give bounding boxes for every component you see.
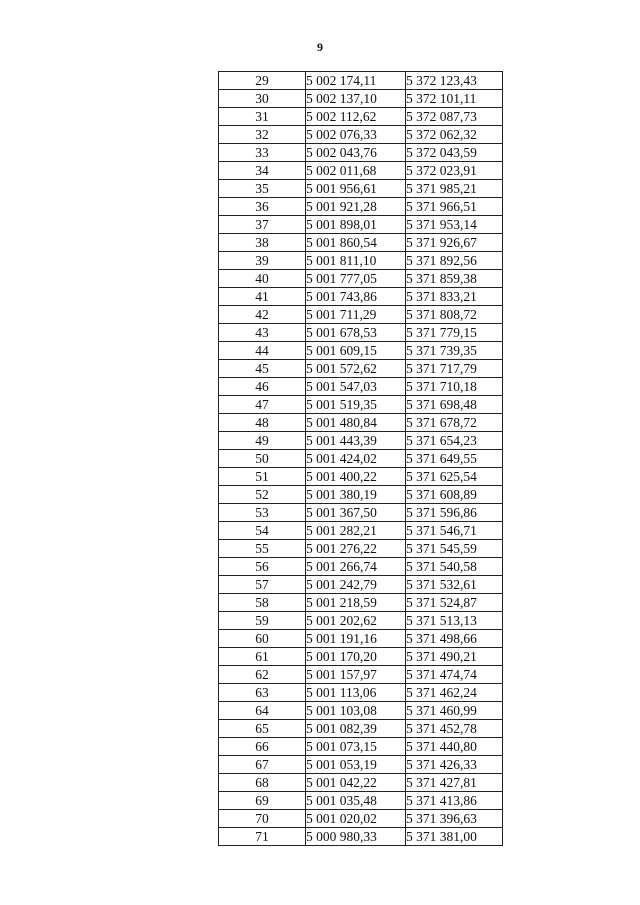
- point-number-cell: 35: [219, 180, 306, 198]
- x-coordinate-cell: 5 002 076,33: [306, 126, 406, 144]
- table-row: [219, 396, 503, 414]
- table-row: [219, 648, 503, 666]
- x-coordinate-cell: 5 001 202,62: [306, 612, 406, 630]
- y-coordinate-cell: 5 371 926,67: [406, 234, 503, 252]
- y-coordinate-cell: 5 371 452,78: [406, 720, 503, 738]
- table-row: [219, 360, 503, 378]
- point-number-cell: 40: [219, 270, 306, 288]
- x-coordinate-cell: 5 001 921,28: [306, 198, 406, 216]
- x-coordinate-cell: 5 001 711,29: [306, 306, 406, 324]
- table-row: [219, 594, 503, 612]
- y-coordinate-cell: 5 371 546,71: [406, 522, 503, 540]
- x-coordinate-cell: 5 001 678,53: [306, 324, 406, 342]
- x-coordinate-cell: 5 001 777,05: [306, 270, 406, 288]
- x-coordinate-cell: 5 001 811,10: [306, 252, 406, 270]
- table-row: [219, 90, 503, 108]
- coordinates-table: [218, 71, 503, 846]
- x-coordinate-cell: 5 001 898,01: [306, 216, 406, 234]
- x-coordinate-cell: 5 001 157,97: [306, 666, 406, 684]
- point-number-cell: 31: [219, 108, 306, 126]
- table-row: [219, 486, 503, 504]
- y-coordinate-cell: 5 371 413,86: [406, 792, 503, 810]
- y-coordinate-cell: 5 371 953,14: [406, 216, 503, 234]
- x-coordinate-cell: 5 001 367,50: [306, 504, 406, 522]
- y-coordinate-cell: 5 371 498,66: [406, 630, 503, 648]
- x-coordinate-cell: 5 001 113,06: [306, 684, 406, 702]
- table-row: [219, 378, 503, 396]
- point-number-cell: 38: [219, 234, 306, 252]
- table-row: [219, 216, 503, 234]
- point-number-cell: 64: [219, 702, 306, 720]
- point-number-cell: 67: [219, 756, 306, 774]
- x-coordinate-cell: 5 001 266,74: [306, 558, 406, 576]
- y-coordinate-cell: 5 372 123,43: [406, 72, 503, 90]
- table-row: [219, 684, 503, 702]
- table-row: [219, 702, 503, 720]
- point-number-cell: 49: [219, 432, 306, 450]
- y-coordinate-cell: 5 371 474,74: [406, 666, 503, 684]
- x-coordinate-cell: 5 001 547,03: [306, 378, 406, 396]
- point-number-cell: 54: [219, 522, 306, 540]
- table-row: [219, 576, 503, 594]
- point-number-cell: 39: [219, 252, 306, 270]
- table-row: [219, 756, 503, 774]
- point-number-cell: 30: [219, 90, 306, 108]
- table-row: [219, 414, 503, 432]
- table-row: [219, 468, 503, 486]
- point-number-cell: 62: [219, 666, 306, 684]
- table-row: [219, 666, 503, 684]
- y-coordinate-cell: 5 371 985,21: [406, 180, 503, 198]
- point-number-cell: 29: [219, 72, 306, 90]
- x-coordinate-cell: 5 001 053,19: [306, 756, 406, 774]
- y-coordinate-cell: 5 371 678,72: [406, 414, 503, 432]
- point-number-cell: 57: [219, 576, 306, 594]
- y-coordinate-cell: 5 371 779,15: [406, 324, 503, 342]
- x-coordinate-cell: 5 001 042,22: [306, 774, 406, 792]
- table-row: [219, 126, 503, 144]
- y-coordinate-cell: 5 371 462,24: [406, 684, 503, 702]
- x-coordinate-cell: 5 001 073,15: [306, 738, 406, 756]
- y-coordinate-cell: 5 371 540,58: [406, 558, 503, 576]
- point-number-cell: 52: [219, 486, 306, 504]
- point-number-cell: 46: [219, 378, 306, 396]
- y-coordinate-cell: 5 372 023,91: [406, 162, 503, 180]
- x-coordinate-cell: 5 002 043,76: [306, 144, 406, 162]
- y-coordinate-cell: 5 371 490,21: [406, 648, 503, 666]
- table-row: [219, 810, 503, 828]
- point-number-cell: 42: [219, 306, 306, 324]
- x-coordinate-cell: 5 001 400,22: [306, 468, 406, 486]
- table-row: [219, 288, 503, 306]
- point-number-cell: 56: [219, 558, 306, 576]
- y-coordinate-cell: 5 372 087,73: [406, 108, 503, 126]
- y-coordinate-cell: 5 371 396,63: [406, 810, 503, 828]
- point-number-cell: 68: [219, 774, 306, 792]
- table-row: [219, 162, 503, 180]
- y-coordinate-cell: 5 371 381,00: [406, 828, 503, 846]
- y-coordinate-cell: 5 371 892,56: [406, 252, 503, 270]
- y-coordinate-cell: 5 371 833,21: [406, 288, 503, 306]
- y-coordinate-cell: 5 371 532,61: [406, 576, 503, 594]
- x-coordinate-cell: 5 001 572,62: [306, 360, 406, 378]
- x-coordinate-cell: 5 001 480,84: [306, 414, 406, 432]
- x-coordinate-cell: 5 001 860,54: [306, 234, 406, 252]
- coordinates-table-body: [219, 72, 503, 846]
- point-number-cell: 58: [219, 594, 306, 612]
- point-number-cell: 32: [219, 126, 306, 144]
- x-coordinate-cell: 5 001 242,79: [306, 576, 406, 594]
- point-number-cell: 50: [219, 450, 306, 468]
- table-row: [219, 720, 503, 738]
- table-row: [219, 774, 503, 792]
- table-row: [219, 612, 503, 630]
- point-number-cell: 47: [219, 396, 306, 414]
- table-row: [219, 144, 503, 162]
- table-row: [219, 504, 503, 522]
- point-number-cell: 44: [219, 342, 306, 360]
- y-coordinate-cell: 5 371 717,79: [406, 360, 503, 378]
- table-row: [219, 540, 503, 558]
- y-coordinate-cell: 5 372 101,11: [406, 90, 503, 108]
- y-coordinate-cell: 5 371 440,80: [406, 738, 503, 756]
- y-coordinate-cell: 5 371 739,35: [406, 342, 503, 360]
- table-row: [219, 324, 503, 342]
- y-coordinate-cell: 5 371 426,33: [406, 756, 503, 774]
- x-coordinate-cell: 5 002 174,11: [306, 72, 406, 90]
- x-coordinate-cell: 5 001 082,39: [306, 720, 406, 738]
- point-number-cell: 65: [219, 720, 306, 738]
- y-coordinate-cell: 5 371 596,86: [406, 504, 503, 522]
- x-coordinate-cell: 5 001 276,22: [306, 540, 406, 558]
- y-coordinate-cell: 5 371 966,51: [406, 198, 503, 216]
- point-number-cell: 55: [219, 540, 306, 558]
- point-number-cell: 34: [219, 162, 306, 180]
- y-coordinate-cell: 5 371 460,99: [406, 702, 503, 720]
- x-coordinate-cell: 5 001 170,20: [306, 648, 406, 666]
- x-coordinate-cell: 5 001 020,02: [306, 810, 406, 828]
- point-number-cell: 45: [219, 360, 306, 378]
- table-row: [219, 234, 503, 252]
- point-number-cell: 33: [219, 144, 306, 162]
- point-number-cell: 41: [219, 288, 306, 306]
- table-row: [219, 306, 503, 324]
- point-number-cell: 36: [219, 198, 306, 216]
- point-number-cell: 70: [219, 810, 306, 828]
- x-coordinate-cell: 5 001 282,21: [306, 522, 406, 540]
- table-row: [219, 252, 503, 270]
- table-row: [219, 792, 503, 810]
- table-row: [219, 828, 503, 846]
- y-coordinate-cell: 5 372 043,59: [406, 144, 503, 162]
- table-row: [219, 432, 503, 450]
- y-coordinate-cell: 5 371 654,23: [406, 432, 503, 450]
- table-row: [219, 522, 503, 540]
- y-coordinate-cell: 5 371 710,18: [406, 378, 503, 396]
- y-coordinate-cell: 5 371 513,13: [406, 612, 503, 630]
- point-number-cell: 60: [219, 630, 306, 648]
- y-coordinate-cell: 5 371 545,59: [406, 540, 503, 558]
- x-coordinate-cell: 5 001 103,08: [306, 702, 406, 720]
- point-number-cell: 48: [219, 414, 306, 432]
- x-coordinate-cell: 5 001 956,61: [306, 180, 406, 198]
- y-coordinate-cell: 5 371 524,87: [406, 594, 503, 612]
- y-coordinate-cell: 5 371 649,55: [406, 450, 503, 468]
- x-coordinate-cell: 5 001 191,16: [306, 630, 406, 648]
- x-coordinate-cell: 5 001 443,39: [306, 432, 406, 450]
- point-number-cell: 37: [219, 216, 306, 234]
- point-number-cell: 59: [219, 612, 306, 630]
- table-row: [219, 108, 503, 126]
- table-row: [219, 72, 503, 90]
- point-number-cell: 69: [219, 792, 306, 810]
- x-coordinate-cell: 5 001 035,48: [306, 792, 406, 810]
- table-row: [219, 198, 503, 216]
- x-coordinate-cell: 5 002 137,10: [306, 90, 406, 108]
- point-number-cell: 43: [219, 324, 306, 342]
- point-number-cell: 71: [219, 828, 306, 846]
- y-coordinate-cell: 5 372 062,32: [406, 126, 503, 144]
- table-row: [219, 738, 503, 756]
- x-coordinate-cell: 5 002 112,62: [306, 108, 406, 126]
- x-coordinate-cell: 5 001 609,15: [306, 342, 406, 360]
- x-coordinate-cell: 5 002 011,68: [306, 162, 406, 180]
- y-coordinate-cell: 5 371 859,38: [406, 270, 503, 288]
- point-number-cell: 63: [219, 684, 306, 702]
- x-coordinate-cell: 5 000 980,33: [306, 828, 406, 846]
- point-number-cell: 51: [219, 468, 306, 486]
- table-row: [219, 558, 503, 576]
- y-coordinate-cell: 5 371 808,72: [406, 306, 503, 324]
- point-number-cell: 61: [219, 648, 306, 666]
- y-coordinate-cell: 5 371 427,81: [406, 774, 503, 792]
- point-number-cell: 53: [219, 504, 306, 522]
- y-coordinate-cell: 5 371 608,89: [406, 486, 503, 504]
- x-coordinate-cell: 5 001 218,59: [306, 594, 406, 612]
- table-row: [219, 270, 503, 288]
- x-coordinate-cell: 5 001 380,19: [306, 486, 406, 504]
- table-row: [219, 342, 503, 360]
- page-number: 9: [317, 40, 323, 54]
- x-coordinate-cell: 5 001 743,86: [306, 288, 406, 306]
- x-coordinate-cell: 5 001 519,35: [306, 396, 406, 414]
- y-coordinate-cell: 5 371 698,48: [406, 396, 503, 414]
- point-number-cell: 66: [219, 738, 306, 756]
- table-row: [219, 180, 503, 198]
- x-coordinate-cell: 5 001 424,02: [306, 450, 406, 468]
- table-row: [219, 630, 503, 648]
- y-coordinate-cell: 5 371 625,54: [406, 468, 503, 486]
- table-row: [219, 450, 503, 468]
